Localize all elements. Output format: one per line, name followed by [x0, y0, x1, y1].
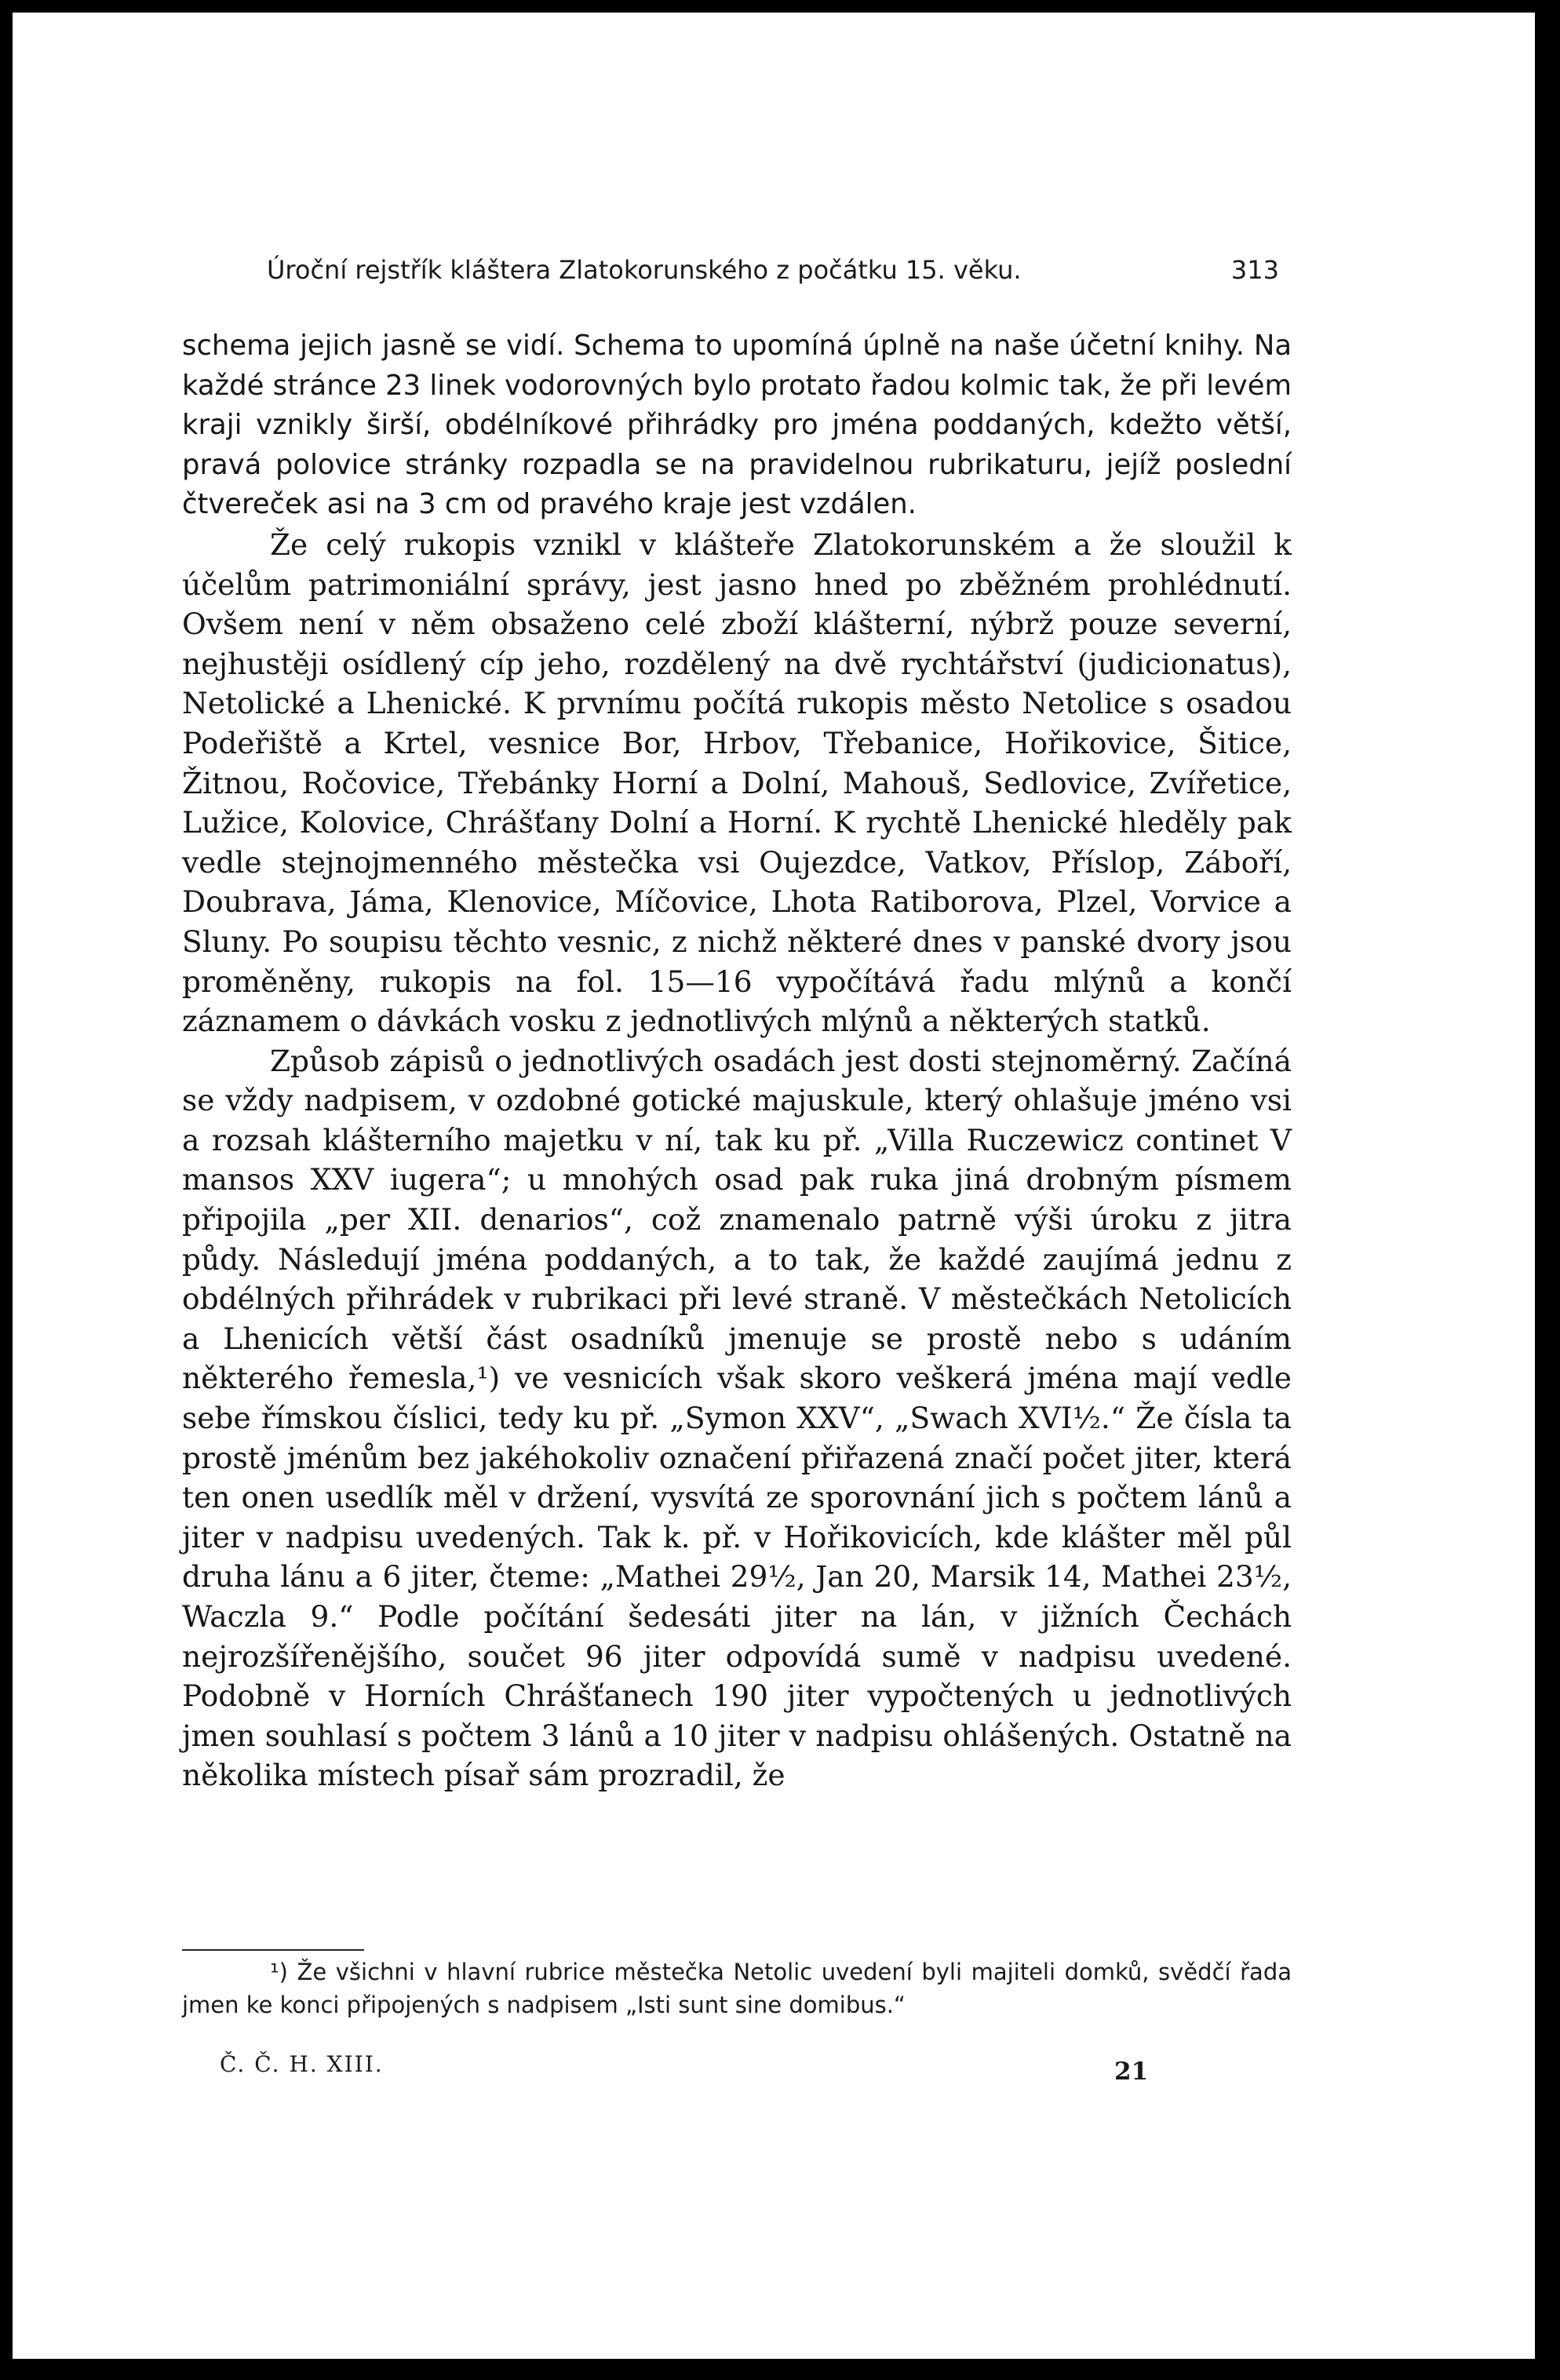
- footnote-rule: [182, 1949, 364, 1951]
- paragraph-schema: schema jejich jasně se vidí. Schema to upomíná úplně na naše účetní knihy. Na každé stránce 23 linek vodorovných bylo protato řadou kolmic tak, že při levém kraji vznikly širší, obdélníkové přihrádky pro jména poddaných, kdežto větší, pravá polovice stránky rozpadla se na pravidelnou rubrikaturu, jejíž poslední čtvereček asi na 3 cm od pravého kraje jest vzdálen.: [182, 330, 1292, 521]
- body-text: [182, 326, 1292, 1795]
- running-head-title: Úroční rejstřík kláštera Zlatokorunského z počátku 15. věku.: [267, 255, 1022, 285]
- page: [13, 13, 1535, 2359]
- page-number: 313: [1230, 255, 1279, 285]
- sheet-number: 21: [1114, 2057, 1149, 2086]
- footnote-text: ¹) Že všichni v hlavní rubrice městečka Netolic uvedení byli majiteli domků, svědčí řada jmen ke konci připojených s nadpisem „Isti sunt sine domibus.“: [182, 1959, 1292, 2018]
- paragraph-manuscript-origin: Že celý rukopis vznikl v klášteře Zlatokorunském a že sloužil k účelům patrimoniální správy, jest jasno hned po zběžném prohlédnutí. Ovšem není v něm obsaženo celé zboží klášterní, nýbrž pouze severní, nejhustěji osídlený cíp jeho, rozdělený na dvě rychtářství (judicionatus), Netolické a Lhenické. K prvnímu počítá rukopis město Netolice s osadou Podeřiště a Krtel, vesnice Bor, Hrbov, Třebanice, Hořikovice, Šitice, Žitnou, Ročovice, Třebánky Horní a Dolní, Mahouš, Sedlovice, Zvířetice, Lužice, Kolovice, Chrášťany Dolní a Horní. K rychtě Lhenické hleděly pak vedle stejnojmenného městečka vsi Oujezdce, Vatkov, Příslop, Záboří, Doubrava, Jáma, Klenovice, Míčovice, Lhota Ratiborova, Plzel, Vorvice a Sluny. Po soupisu těchto vesnic, z nichž některé dnes v panské dvory jsou proměněny, rukopis na fol. 15—16 vypočítává řadu mlýnů a končí záznamem o dávkách vosku z jednotlivých mlýnů a některých statků.: [182, 527, 1292, 1039]
- paragraph-recording-method: Způsob zápisů o jednotlivých osadách jest dosti stejnoměrný. Začíná se vždy nadpisem, v ozdobné gotické majuskule, který ohlašuje jméno vsi a rozsah klášterního majetku v ní, tak ku př. „Villa Ruczewicz continet V mansos XXV iugera“; u mnohých osad pak ruka jiná drobným písmem připojila „per XII. denarios“, což znamenalo patrně výši úroku z jitra půdy. Následují jména poddaných, a to tak, že každé zaujímá jednu z obdélných přihrádek v rubrikaci při levé straně. V městečkách Netolicích a Lhenicích větší část osadníků jmenuje se prostě nebo s udáním některého řemesla,¹) ve vesnicích však skoro veškerá jména mají vedle sebe římskou číslici, tedy ku př. „Symon XXV“, „Swach XVI½.“ Že čísla ta prostě jménům bez jakéhokoliv označení přiřazená značí počet jiter, která ten onen usedlík měl v držení, vysvítá ze sporovnání jich s počtem lánů a jiter v nadpisu uvedených. Tak k. př. v Hořikovicích, kde klášter měl půl druha lánu a 6 jiter, čteme: „Mathei 29½, Jan 20, Marsik 14, Mathei 23½, Waczla 9.“ Podle počítání šedesáti jiter na lán, v jižních Čechách nejrozšířenějšího, součet 96 jiter odpovídá sumě v nadpisu uvedené. Podobně v Horních Chrášťanech 190 jiter vypočtených u jednotlivých jmen souhlasí s počtem 3 lánů a 10 jiter v nadpisu ohlášených. Ostatně na několika místech písař sám prozradil, že: [182, 1043, 1292, 1793]
- footnote: [182, 1955, 1292, 2021]
- printer-signature: Č. Č. H. XIII.: [220, 2051, 384, 2077]
